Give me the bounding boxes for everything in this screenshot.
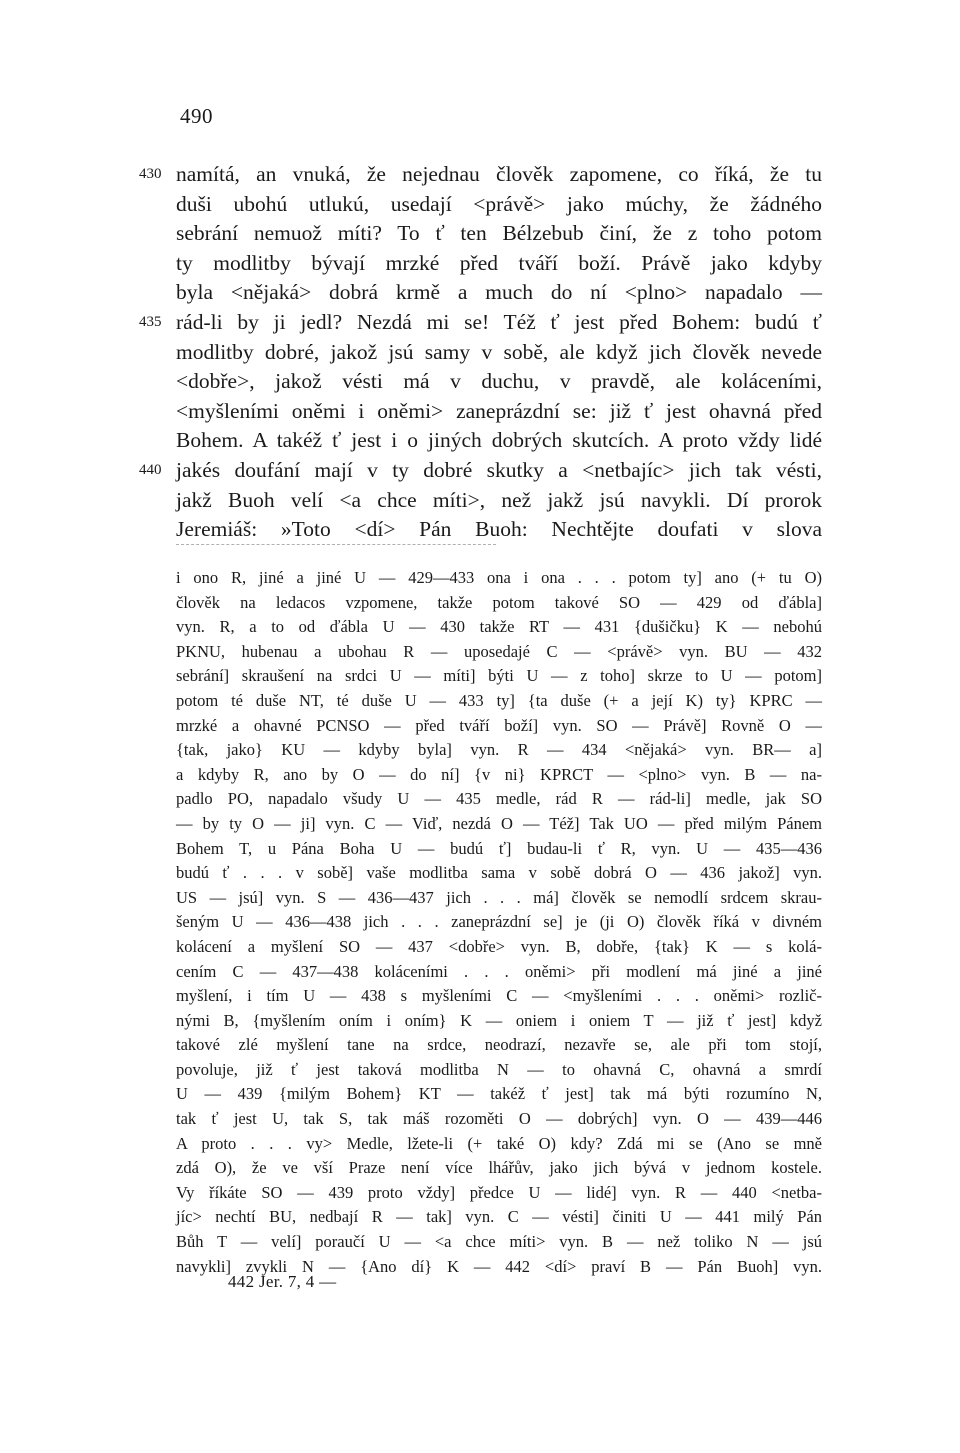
main-text-line (176, 397, 822, 427)
line-text: Bohem. A takéž ť jest i o jiných dobrých skutcích. A proto vždy lidé (176, 428, 822, 453)
apparatus-line: padlo PO, napadalo všudy U — 435 medle, rád R — rád-li] medle, jak SO (176, 789, 822, 809)
main-text-line (139, 308, 822, 338)
apparatus-line: Bohem T, u Pána Boha U — budú ť] budau-li ť R, vyn. U — 435—436 (176, 838, 822, 858)
apparatus-line: povoluje, již ť jest taková modlitba N — to ohavná C, ohavná a smrdí (176, 1059, 822, 1079)
apparatus-line: Bůh T — velí] poraučí U — <a chce míti> vyn. B — než toliko N — jsú (176, 1232, 822, 1252)
line-text: <myšleními oněmi i oněmi> zaneprázdní se: již ť jest ohavná před (176, 398, 822, 423)
apparatus-line: {tak, jako} KU — kdyby byla] vyn. R — 434 <nějaká> vyn. BR— a] (176, 740, 822, 760)
line-text: rád-li by ji jedl? Nezdá mi se! Též ť jest před Bohem: budú ť (176, 309, 822, 334)
critical-apparatus (176, 566, 822, 1279)
main-text-line (176, 367, 822, 397)
line-text: jakž Buoh velí <a chce míti>, než jakž jsú navykli. Dí prorok (176, 487, 822, 512)
bottom-reference: 442 Jer. 7, 4 — (228, 1272, 337, 1291)
apparatus-line: kolácení a myšlení SO — 437 <dobře> vyn. B, dobře, {tak} K — s kolá- (176, 936, 822, 956)
main-text-line (176, 426, 822, 456)
line-text: Jeremiáš: »Toto <dí> Pán Buoh: Nechtějte doufati v slova (176, 517, 822, 542)
apparatus-line: šeným U — 436—438 jich . . . zaneprázdní se] je (ji O) člověk říká v divném (176, 912, 822, 932)
apparatus-line: i ono R, jiné a jiné U — 429—433 ona i ona . . . potom ty] ano (+ tu O) (176, 568, 822, 587)
line-text: modlitby dobré, jakož jsú samy v sobě, ale když jich člověk nevede (176, 339, 822, 364)
line-number: 440 (139, 461, 162, 478)
apparatus-line: tak ť jest U, tak S, tak máš rozoměti O — dobrých] vyn. O — 439—446 (176, 1109, 822, 1129)
line-text: byla <nějaká> dobrá krmě a much do ní <plno> napadalo — (176, 280, 822, 305)
line-text: namítá, an vnuká, že nejednau člověk zapomene, co říká, že tu (176, 162, 822, 186)
apparatus-line: mrzké a ohavné PCNSO — před tváří boží] vyn. SO — Právě] Rovně O — (176, 715, 822, 735)
apparatus-line: vyn. R, a to od ďábla U — 430 takže RT — 431 {dušičku} K — nebohú (176, 617, 822, 637)
main-text-line (176, 515, 822, 545)
apparatus-line: myšlení, i tím U — 438 s myšleními C — <myšleními . . . oněmi> rozlič- (176, 986, 822, 1006)
apparatus-line: a kdyby R, ano by O — do ní] {v ni} KPRCT — <plno> vyn. B — na- (176, 764, 822, 784)
line-text: duši ubohú utlukú, usedají <právě> jako múchy, že žádného (176, 191, 822, 216)
main-text-line (176, 249, 822, 279)
apparatus-line: — by ty O — ji] vyn. C — Viď, nezdá O — Též] Tak UO — před milým Pánem (176, 813, 822, 833)
main-text-line (176, 219, 822, 249)
apparatus-line: potom té duše NT, té duše U — 433 ty] {ta duše (+ a její K) ty} KPRC — (176, 690, 822, 710)
apparatus-line: PKNU, hubenau a ubohau R — uposedajé C — <právě> vyn. BU — 432 (176, 641, 822, 661)
apparatus-line: nými B, {myšlením oním i oním} K — oniem i oniem T — již ť jest] když (176, 1010, 822, 1030)
apparatus-line: jíc> nechtí BU, nedbají R — tak] vyn. C — vésti] činiti U — 441 milý Pán (176, 1207, 822, 1227)
apparatus-line: budú ť . . . v sobě] vaše modlitba sama v sobě dobrá O — 436 jakož] vyn. (176, 863, 822, 883)
apparatus-line: cením C — 437—438 koláceními . . . oněmi> při modlení má jiné a jiné (176, 961, 822, 981)
apparatus-line: U — 439 {milým Bohem} KT — takéž ť jest] tak má býti rozumíno N, (176, 1084, 822, 1104)
apparatus-line: A proto . . . vy> Medle, lžete-li (+ také O) kdy? Zdá mi se (Ano se mně (176, 1133, 822, 1153)
main-text (139, 160, 822, 545)
line-text: ty modlitby bývají mrzké před tváří boží. Právě jako kdyby (176, 250, 822, 275)
line-text: jakés doufání mají v ty dobré skutky a <netbajíc> jich tak vésti, (176, 457, 822, 482)
separator-line (176, 544, 496, 545)
apparatus-line: takové zlé myšlení tane na srdce, neodrazí, nezavře se, ale při tom stojí, (176, 1035, 822, 1055)
main-text-line (139, 160, 822, 190)
line-text: <dobře>, jakož vésti má v duchu, v pravdě, ale koláceními, (176, 369, 822, 394)
main-text-line (176, 190, 822, 220)
apparatus-line: sebrání] skraušení na srdci U — míti] býti U — z toho] skrze to U — potom] (176, 666, 822, 686)
apparatus-line: navykli] zvykli N — {Ano dí} K — 442 <dí> praví B — Pán Buoh] vyn. (176, 1256, 822, 1276)
page-number: 490 (180, 104, 213, 128)
line-text: sebrání nemuož míti? To ť ten Bélzebub činí, že z toho potom (176, 221, 822, 246)
main-text-line (176, 278, 822, 308)
apparatus-line: zdá O), že ve vší Praze není více lhářův, jako jich bývá v jednom kostele. (176, 1158, 822, 1178)
line-number: 435 (139, 313, 162, 330)
main-text-line (176, 486, 822, 516)
apparatus-line: US — jsú] vyn. S — 436—437 jich . . . má] člověk se nemodlí srdcem skrau- (176, 887, 822, 907)
line-number: 430 (139, 166, 162, 182)
apparatus-line: Vy říkáte SO — 439 proto vždy] předce U — lidé] vyn. R — 440 <netba- (176, 1182, 822, 1202)
main-text-line (139, 456, 822, 486)
main-text-line (176, 338, 822, 368)
apparatus-line: člověk na ledacos vzpomene, takže potom takové SO — 429 od ďábla] (176, 592, 822, 612)
